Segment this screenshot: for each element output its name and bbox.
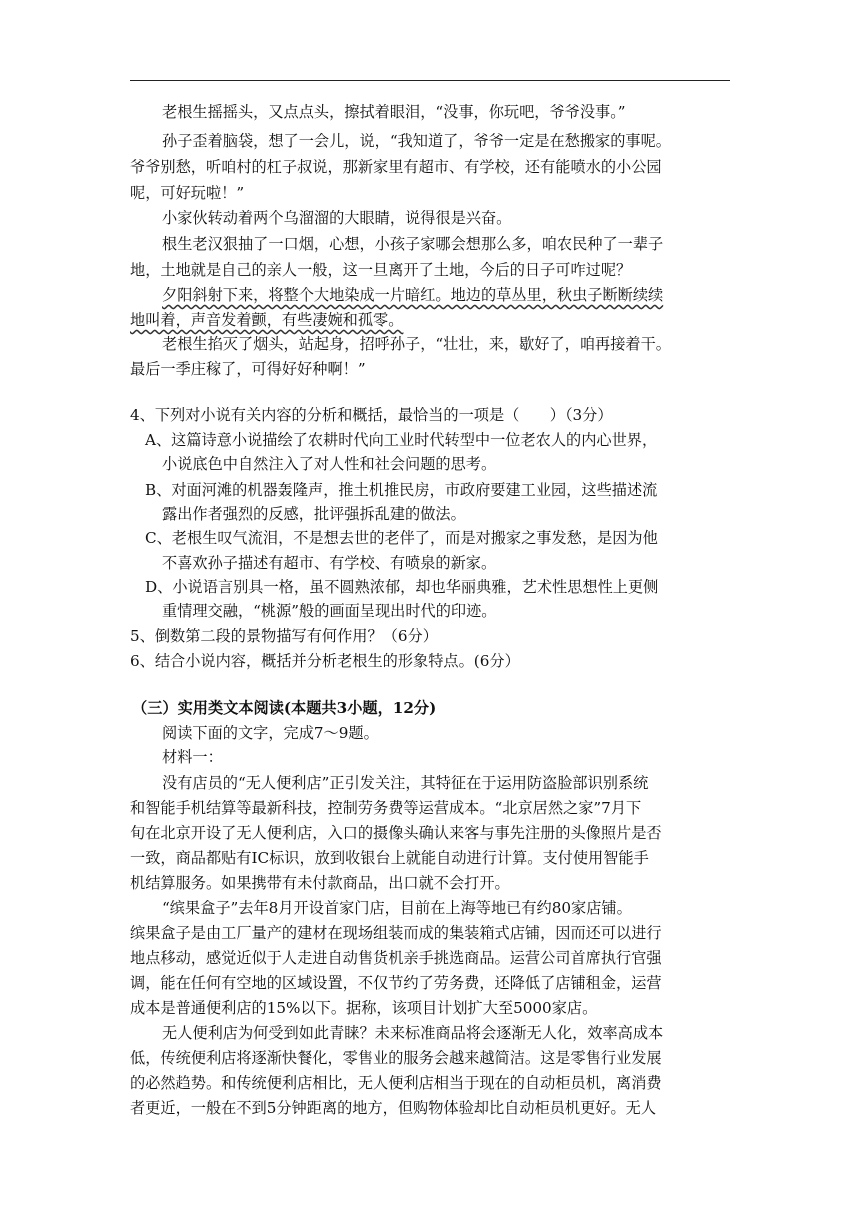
story-line: 根生老汉狠抽了一口烟，心想，小孩子家哪会想那么多，咱农民种了一辈子 [162,235,664,253]
question-6: 6、结合小说内容，概括并分析老根生的形象特点。(6分） [130,652,520,670]
material-line: 的必然趋势。和传统便利店相比，无人便利店相当于现在的自动柜员机，离消费 [130,1074,662,1092]
story-line: 老根生摇摇头，又点点头，擦拭着眼泪，“没事，你玩吧，爷爷没事。” [162,103,626,121]
material-line: 低，传统便利店将逐渐快餐化，零售业的服务会越来越简洁。这是零售行业发展 [130,1049,662,1067]
material-line: 一致，商品都贴有IC标识，放到收银台上就能自动进行计算。支付使用智能手 [130,849,649,867]
story-line: 老根生掐灭了烟头，站起身，招呼孙子，“壮壮，来，歇好了，咱再接着干。 [162,335,671,353]
story-line-underlined: 夕阳斜射下来，将整个大地染成一片暗红。地边的草丛里，秋虫子断断续续 [162,286,664,304]
material-line: 没有店员的“无人便利店”正引发关注，其特征在于运用防盗脸部识别系统 [162,774,649,792]
question-4: 4、下列对小说有关内容的分析和概括，最恰当的一项是（ ）（3分） [130,406,613,424]
option-d-cont: 重情理交融，“桃源”般的画面呈现出时代的印迹。 [162,602,497,620]
material-label: 材料一： [162,748,223,766]
story-line: 孙子歪着脑袋，想了一会儿，说，“我知道了，爷爷一定是在愁搬家的事呢。 [162,132,671,150]
material-line: 成本是普通便利店的15%以下。据称，该项目计划扩大至5000家店。 [130,999,598,1017]
option-d: D、小说语言别具一格，虽不圆熟浓郁，却也华丽典雅，艺术性思想性上更侧 [145,578,659,596]
story-line-underlined: 地叫着，声音发着颤，有些凄婉和孤零。 [130,311,404,329]
option-a: A、这篇诗意小说描绘了农耕时代向工业时代转型中一位老农人的内心世界， [145,431,658,449]
material-line: 者更近，一般在不到5分钟距离的地方，但购物体验却比自动柜员机更好。无人 [130,1099,657,1117]
story-line: 最后一季庄稼了，可得好好种啊！” [130,360,366,378]
material-line: 机结算服务。如果携带有未付款商品，出口就不会打开。 [130,874,510,892]
material-line: 旬在北京开设了无人便利店，入口的摄像头确认来客与事先注册的头像照片是否 [130,824,662,842]
material-line: “缤果盒子”去年8月开设首家门店，目前在上海等地已有约80家店铺。 [162,899,632,917]
option-a-cont: 小说底色中自然注入了对人性和社会问题的思考。 [162,455,497,473]
option-c-cont: 不喜欢孙子描述有超市、有学校、有喷泉的新家。 [162,554,497,572]
option-b-cont: 露出作者强烈的反感，批评强拆乱建的做法。 [162,505,466,523]
section-heading: （三）实用类文本阅读(本题共3小题，12分) [132,699,437,717]
material-line: 地点移动，感觉近似于人走进自动售货机亲手挑选商品。运营公司首席执行官强 [130,949,662,967]
option-c: C、老根生叹气流泪，不是想去世的老伴了，而是对搬家之事发愁，是因为他 [145,529,658,547]
story-line: 呢，可好玩啦！” [130,184,245,202]
story-line: 爷爷别愁，听咱村的杠子叔说，那新家里有超市、有学校，还有能喷水的小公园 [130,158,662,176]
material-line: 无人便利店为何受到如此青睐？未来标准商品将会逐渐无人化，效率高成本 [162,1024,664,1042]
material-line: 缤果盒子是由工厂量产的建材在现场组装而成的集装箱式店铺，因而还可以进行 [130,924,662,942]
material-line: 和智能手机结算等最新科技，控制劳务费等运营成本。“北京居然之家”7月下 [130,799,642,817]
header-rule [130,80,730,81]
story-line: 地，土地就是自己的亲人一般，这一旦离开了土地，今后的日子可咋过呢？ [130,261,632,279]
question-5: 5、倒数第二段的景物描写有何作用？（6分） [130,627,438,645]
section-instruction: 阅读下面的文字，完成7～9题。 [162,724,379,742]
option-b: B、对面河滩的机器轰隆声，推土机推民房，市政府要建工业园，这些描述流 [145,481,658,499]
story-line: 小家伙转动着两个乌溜溜的大眼睛，说得很是兴奋。 [162,209,512,227]
material-line: 调，能在任何有空地的区域设置，不仅节约了劳务费，还降低了店铺租金，运营 [130,974,662,992]
